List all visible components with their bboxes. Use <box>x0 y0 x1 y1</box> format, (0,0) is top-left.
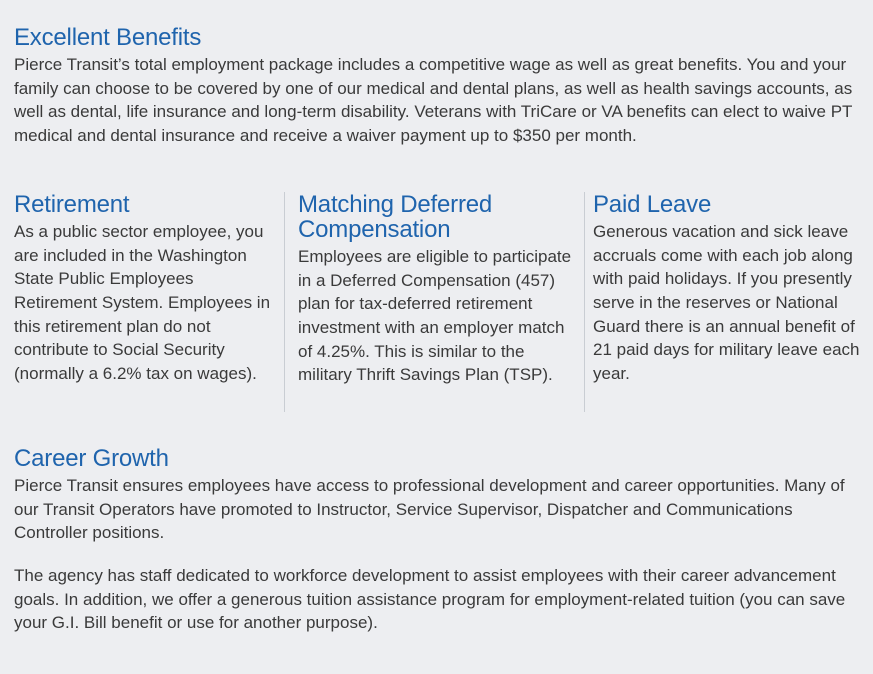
career-growth-paragraph: Pierce Transit ensures employees have access to professional development and career opportunities. Many of our Transit Operators have promoted to Instructor, Service Supervisor, Dispatcher and Communications Controller positions. <box>14 475 845 543</box>
excellent-benefits-heading: Excellent Benefits <box>14 24 202 51</box>
paid-leave-column <box>584 192 862 412</box>
career-growth-paragraph: The agency has staff dedicated to workforce development to assist employees with their career advancement goals. In addition, we offer a generous tuition assistance program for employment-related tuition (you can save your G.I. Bill benefit or use for another purpose). <box>14 565 846 633</box>
excellent-benefits-body: Pierce Transit’s total employment package includes a competitive wage as well as great benefits. You and your family can choose to be covered by one of our medical and dental plans, as well as health savings accounts, as well as dental, life insurance and long-term disability. Veterans with TriCare or VA benefits can elect to waive PT medical and dental insurance and receive a waiver payment up to $350 per month. <box>14 55 853 146</box>
retirement-heading: Retirement <box>14 190 130 218</box>
benefit-columns <box>14 192 862 412</box>
career-growth-section <box>14 445 862 635</box>
paid-leave-body: Generous vacation and sick leave accruals come with each job along with paid holidays. If you presently serve in the reserves or National Guard there is an annual benefit of 21 paid days for military leave each year. <box>593 221 860 384</box>
retirement-body: As a public sector employee, you are included in the Washington State Public Employees Retirement System. Employees in this retirement plan do not contribute to Social Security (normally a 6.2% tax on wages). <box>14 221 271 384</box>
paid-leave-heading: Paid Leave <box>593 190 712 218</box>
excellent-benefits-section <box>14 24 862 148</box>
deferred-compensation-column <box>284 192 584 412</box>
deferred-compensation-body: Employees are eligible to participate in a Deferred Compensation (457) plan for tax-deferred retirement investment with an employer match of 4.25%. This is similar to the military Thrift Savings Plan (TSP). <box>298 246 572 385</box>
retirement-column <box>14 192 284 412</box>
career-growth-heading: Career Growth <box>14 444 169 472</box>
deferred-compensation-heading: Matching Deferred Compensation <box>298 190 493 243</box>
benefits-page <box>14 24 862 635</box>
